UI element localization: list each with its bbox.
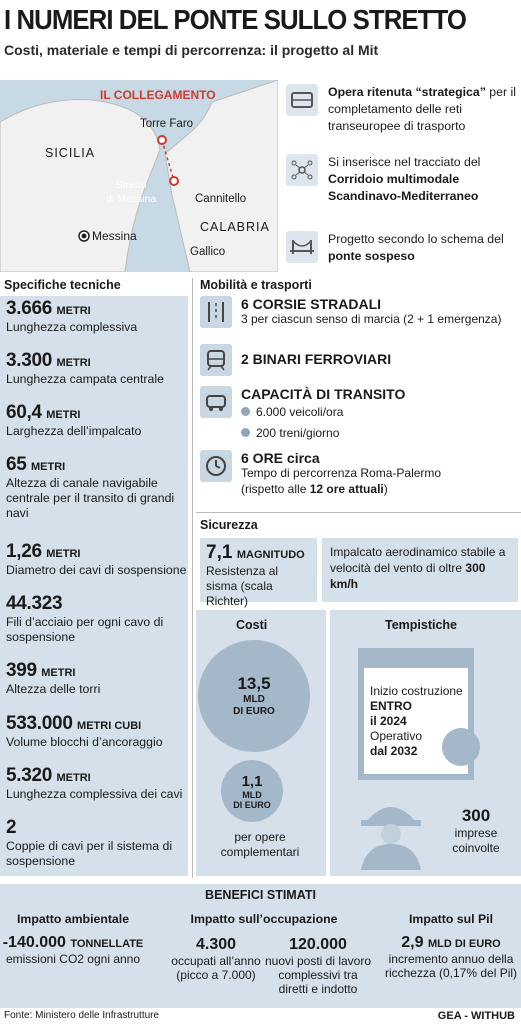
specs-heading: Specifiche tecniche (4, 278, 121, 292)
benefit-jobs-total: 120.000 nuovi posti di lavoro complessivi tra diretti e indotto (264, 936, 372, 996)
road-lanes-icon (200, 296, 232, 328)
column-divider (192, 278, 193, 878)
page-title: I NUMERI DEL PONTE SULLO STRETTO (4, 4, 466, 35)
info-strategic (286, 84, 518, 135)
info-suspension (286, 231, 518, 265)
benefit-environment: Impatto ambientale -140.000 TONNELLATE emissioni CO2 ogni anno (2, 912, 144, 966)
safety-heading: Sicurezza (200, 518, 258, 532)
label-stretto: Stretto di Messina (106, 179, 157, 205)
spec-item: 3.666 METRI Lunghezza complessiva (6, 298, 138, 334)
timing-text: Inizio costruzione ENTRO il 2024 Operativo dal 2032 (370, 684, 463, 758)
spec-item: 399 METRI Altezza delle torri (6, 660, 101, 696)
mobility-heading: Mobilità e trasporti (200, 278, 312, 292)
benefit-jobs-yearly: 4.300 occupati all’anno (picco a 7.000) (171, 936, 261, 982)
map-heading: IL COLLEGAMENTO (100, 88, 216, 102)
bridge-icon (286, 231, 318, 263)
benefits-heading: BENEFICI STIMATI (205, 888, 316, 902)
info-suspension-bold: ponte sospeso (328, 249, 415, 263)
label-calabria: CALABRIA (200, 220, 270, 234)
map-shapes (0, 80, 278, 272)
info-corridor-text: Si inserisce nel tracciato del (328, 155, 481, 169)
page-subtitle: Costi, materiale e tempi di percorrenza: il progetto al Mit (4, 42, 379, 58)
spec-item: 65 METRI Altezza di canale navigabile centrale per il transito di grandi navi (6, 454, 175, 520)
info-strategic-bold: Opera ritenuta “strategica” (328, 85, 486, 99)
cost-extra-desc: per opere complementari (220, 830, 300, 859)
divider (196, 512, 521, 513)
worker-icon (356, 792, 426, 870)
spec-item: 1,26 METRI Diametro dei cavi di sospensione (6, 541, 187, 577)
timing-heading: Tempistiche (385, 618, 458, 632)
mobility-time: 6 ORE circa Tempo di percorrenza Roma-Palermo (rispetto alle 12 ore attuali) (200, 450, 441, 497)
clock-icon (442, 728, 480, 766)
network-icon (286, 154, 318, 186)
mobility-lanes: 6 CORSIE STRADALI 3 per ciascun senso di marcia (2 + 1 emergenza) (200, 296, 501, 328)
info-suspension-text: Progetto secondo lo schema del (328, 232, 504, 246)
benefit-gdp: Impatto sul Pil 2,9 MLD DI EURO incremento annuo della ricchezza (0,17% del Pil) (384, 912, 518, 980)
source-note: Fonte: Ministero delle Infrastrutture (4, 1010, 160, 1021)
label-sicilia: SICILIA (45, 146, 96, 160)
magnitude-box: 7,1 MAGNITUDO Resistenza al sisma (scala Richter) (200, 538, 317, 602)
companies: 300 imprese coinvolte (452, 806, 500, 855)
info-corridor (286, 154, 518, 205)
label-torre-faro: Torre Faro (140, 118, 194, 130)
spec-item: 60,4 METRI Larghezza dell’impalcato (6, 402, 142, 438)
train-icon (200, 344, 232, 376)
cost-extra-circle: 1,1 MLD DI EURO (221, 760, 283, 822)
mobility-capacity: CAPACITÀ DI TRANSITO 6.000 veicoli/ora 200 treni/giorno (200, 386, 405, 441)
vehicles-icon (200, 386, 232, 418)
info-strategic-text: per il completamento delle reti transeuropee di trasporto (328, 85, 516, 133)
wind-box: Impalcato aerodinamico stabile a velocità del vento di oltre 300 km/h (322, 538, 518, 602)
bullet-icon (241, 407, 250, 416)
bullet-icon (241, 428, 250, 437)
label-gallico: Gallico (190, 246, 226, 258)
cost-main-circle: 13,5 MLD DI EURO (198, 640, 310, 752)
spec-item: 44.323 Fili d’acciaio per ogni cavo di sospensione (6, 593, 164, 644)
spec-item: 3.300 METRI Lunghezza campata centrale (6, 350, 164, 386)
mobility-rail: 2 BINARI FERROVIARI (200, 344, 391, 376)
label-messina: Messina (92, 229, 137, 243)
label-cannitello: Cannitello (195, 193, 247, 205)
clock-icon (200, 450, 232, 482)
benefit-jobs: Impatto sull’occupazione (190, 912, 338, 926)
costs-heading: Costi (236, 618, 268, 632)
spec-item: 5.320 METRI Lunghezza complessiva dei cavi (6, 765, 183, 801)
credit: GEA - WITHUB (437, 1010, 515, 1022)
road-sign-icon (286, 84, 318, 116)
spec-item: 2 Coppie di cavi per il sistema di sospensione (6, 817, 173, 868)
spec-item: 533.000 METRI CUBI Volume blocchi d’ancoraggio (6, 713, 163, 749)
map (0, 80, 278, 272)
info-corridor-bold: Corridoio multimodale Scandinavo-Mediterraneo (328, 172, 479, 203)
